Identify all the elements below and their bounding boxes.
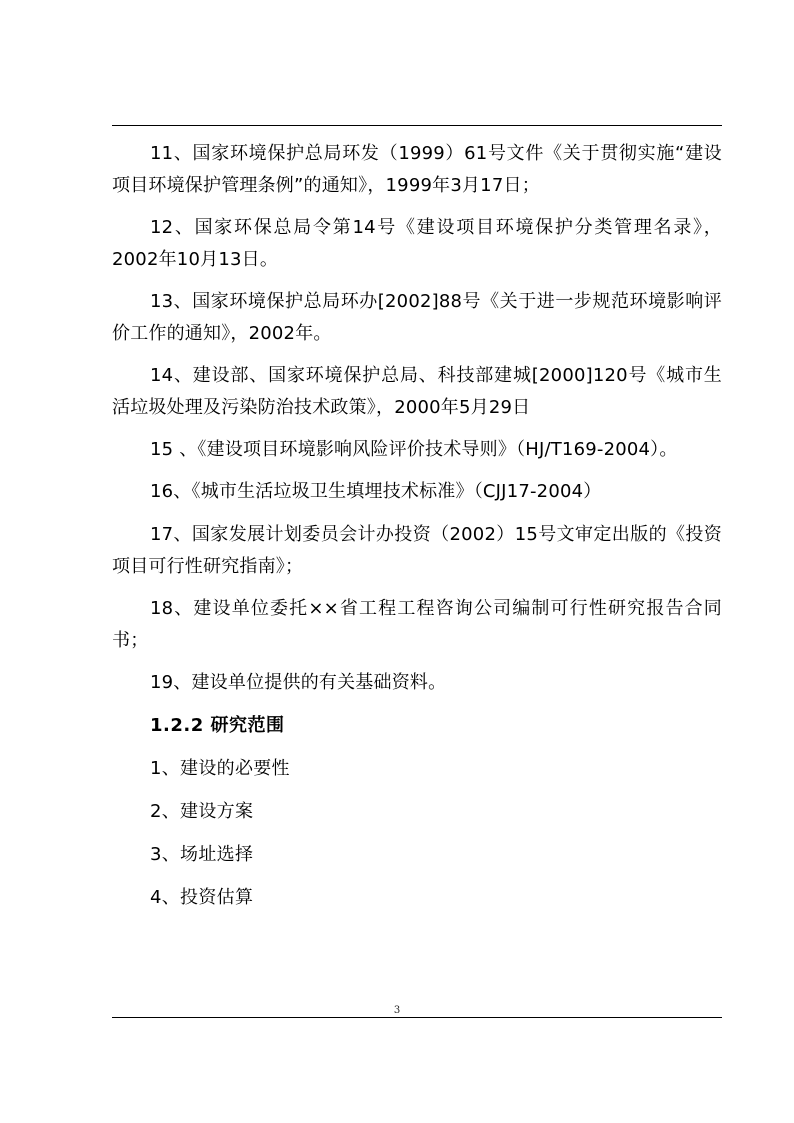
scope-item-2: 2、建设方案 [150, 801, 254, 822]
reference-paragraph-17: 17、国家发展计划委员会计办投资（2002）15号文审定出版的《投资项目可行性研究指南》； [112, 524, 722, 577]
header-rule [112, 125, 722, 126]
reference-paragraph-13: 13、国家环境保护总局环办[2002]88号《关于进一步规范环境影响评价工作的通知》，2002年。 [112, 291, 722, 344]
footer-rule [112, 1017, 722, 1018]
reference-paragraph-15: 15 、《建设项目环境影响风险评价技术导则》（HJ/T169-2004）。 [150, 439, 678, 460]
scope-item-4: 4、投资估算 [150, 887, 254, 908]
reference-paragraph-16: 16、《城市生活垃圾卫生填埋技术标准》（CJJ17-2004） [150, 481, 602, 502]
reference-paragraph-19: 19、建设单位提供的有关基础资料。 [150, 672, 447, 693]
section-heading: 1.2.2 研究范围 [150, 715, 285, 736]
reference-paragraph-12: 12、国家环保总局令第14号《建设项目环境保护分类管理名录》，2002年10月13日。 [112, 217, 722, 270]
reference-paragraph-11: 11、国家环境保护总局环发（1999）61号文件《关于贯彻实施“建设项目环境保护管理条例”的通知》，1999年3月17日； [112, 143, 722, 196]
scope-item-1: 1、建设的必要性 [150, 758, 290, 779]
reference-paragraph-14: 14、建设部、国家环境保护总局、科技部建城[2000]120号《城市生活垃圾处理及污染防治技术政策》，2000年5月29日 [112, 365, 722, 418]
reference-paragraph-18: 18、建设单位委托××省工程工程咨询公司编制可行性研究报告合同书； [112, 598, 722, 651]
document-body [112, 138, 722, 925]
page-number: 3 [393, 1005, 401, 1016]
scope-item-3: 3、场址选择 [150, 844, 254, 865]
